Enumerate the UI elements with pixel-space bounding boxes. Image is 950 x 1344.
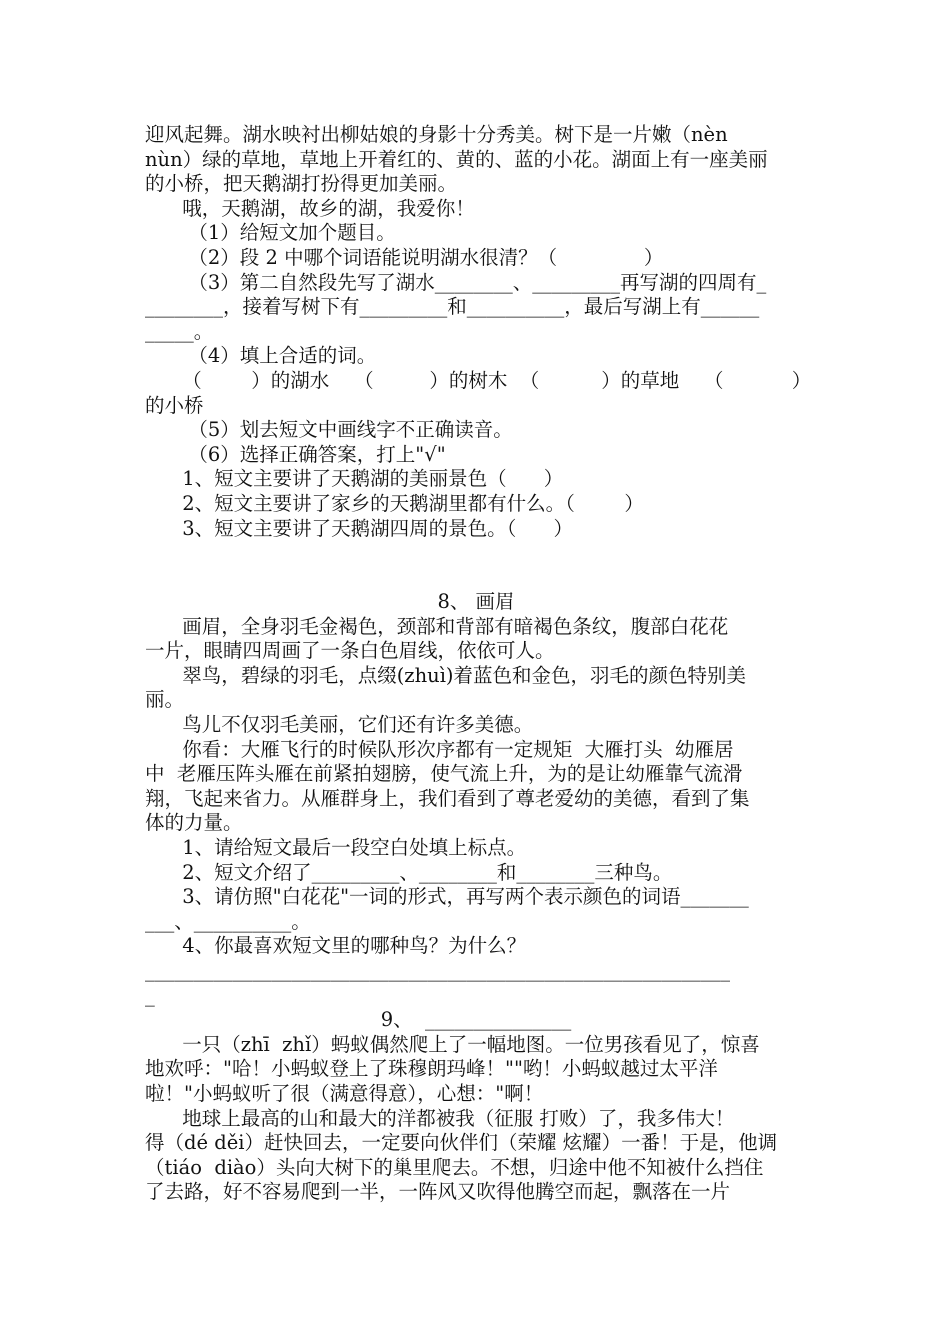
- passage8-question-3-cont: ___、__________。: [145, 909, 311, 933]
- passage8-text-line: 翔，飞起来省力。从雁群身上，我们看到了尊老爱幼的美德，看到了集: [145, 786, 750, 810]
- passage9-text-line: 地球上最高的山和最大的洋都被我（征服 打败）了，我多伟大！: [145, 1106, 735, 1130]
- question-2: （2）段 2 中哪个词语能说明湖水很清？（ ）: [145, 245, 664, 269]
- question-3-cont: _____。: [145, 319, 214, 343]
- passage8-text-line: 鸟儿不仅羽毛美丽，它们还有许多美德。: [145, 713, 534, 737]
- question-4-cont: 的小桥: [145, 393, 204, 417]
- passage7-paragraph: 哦，天鹅湖，故乡的湖，我爱你！: [145, 196, 475, 220]
- question-3: （3）第二自然段先写了湖水________、_________再写湖的四周有_: [145, 270, 767, 294]
- passage8-question-1: 1、请给短文最后一段空白处填上标点。: [145, 836, 527, 860]
- passage8-text-line: 丽。: [145, 688, 185, 712]
- passage8-question-3: 3、请仿照"白花花"一词的形式，再写两个表示颜色的词语_______: [145, 885, 749, 909]
- passage8-question-4: 4、你最喜欢短文里的哪种鸟？为什么？: [145, 934, 527, 958]
- passage8-text-line: 一片，眼睛四周画了一条白色眉线，依依可人。: [145, 639, 555, 663]
- document-page: [145, 123, 812, 1205]
- passage8-text-line: 翠鸟，碧绿的羽毛，点缀(zhuì)着蓝色和金色，羽毛的颜色特别美: [145, 663, 747, 687]
- section-spacer: [145, 541, 807, 590]
- passage8-title: 8、 画眉: [437, 590, 515, 614]
- passage9-text-line: 了去路，好不容易爬到一半，一阵风又吹得他腾空而起，飘落在一片: [145, 1180, 731, 1204]
- passage9-text-line: 一只（zhī zhǐ）蚂蚁偶然爬上了一幅地图。一位男孩看见了，惊喜: [145, 1032, 760, 1056]
- passage9-title: 9、 _______________: [380, 1008, 572, 1032]
- question-5: （5）划去短文中画线字不正确读音。: [145, 418, 513, 442]
- question-6: （6）选择正确答案，打上"√": [145, 442, 446, 466]
- passage7-text-line: 的小桥，把天鹅湖打扮得更加美丽。: [145, 172, 458, 196]
- passage8-text-line: 中 老雁压阵头雁在前紧拍翅膀，使气流上升，为的是让幼雁靠气流滑: [145, 762, 743, 786]
- passage8-text-line: 你看：大雁飞行的时候队形次序都有一定规矩 大雁打头 幼雁居: [145, 737, 734, 761]
- answer-line: ____________________________________________________________: [145, 959, 730, 982]
- question-1: （1）给短文加个题目。: [145, 221, 396, 245]
- passage8-question-2: 2、短文介绍了_________、________和________三种鸟。: [145, 860, 673, 884]
- option-3: 3、短文主要讲了天鹅湖四周的景色。（ ）: [145, 516, 574, 540]
- question-3-cont: ________，接着写树下有_________和__________，最后写湖上有______: [145, 295, 760, 319]
- passage7-text-line: nùn）绿的草地，草地上开着红的、黄的、蓝的小花。湖面上有一座美丽: [145, 147, 768, 171]
- question-4-blanks: （ ）的湖水 （ ）的树木 （ ）的草地 （ ）: [145, 368, 812, 392]
- option-2: 2、短文主要讲了家乡的天鹅湖里都有什么。（ ）: [145, 491, 644, 515]
- passage9-text-line: 啦！"小蚂蚁听了很（满意得意），心想："啊！: [145, 1081, 544, 1105]
- answer-line-cont: _: [145, 983, 155, 1007]
- passage7-text-line: 迎风起舞。湖水映衬出柳姑娘的身影十分秀美。树下是一片嫩（nèn: [145, 123, 728, 146]
- question-4: （4）填上合适的词。: [145, 344, 377, 368]
- passage9-text-line: 得（dé děi）赶快回去，一定要向伙伴们（荣耀 炫耀）一番！于是，他调: [145, 1131, 778, 1155]
- passage8-text-line: 画眉，全身羽毛金褐色，颈部和背部有暗褐色条纹，腹部白花花: [145, 614, 729, 638]
- option-1: 1、短文主要讲了天鹅湖的美丽景色（ ）: [145, 467, 564, 491]
- passage9-text-line: （tiáo diào）头向大树下的巢里爬去。不想，归途中他不知被什么挡住: [145, 1155, 764, 1179]
- passage8-text-line: 体的力量。: [145, 811, 243, 835]
- passage9-text-line: 地欢呼："哈！小蚂蚁登上了珠穆朗玛峰！""哟！小蚂蚁越过太平洋: [145, 1057, 718, 1081]
